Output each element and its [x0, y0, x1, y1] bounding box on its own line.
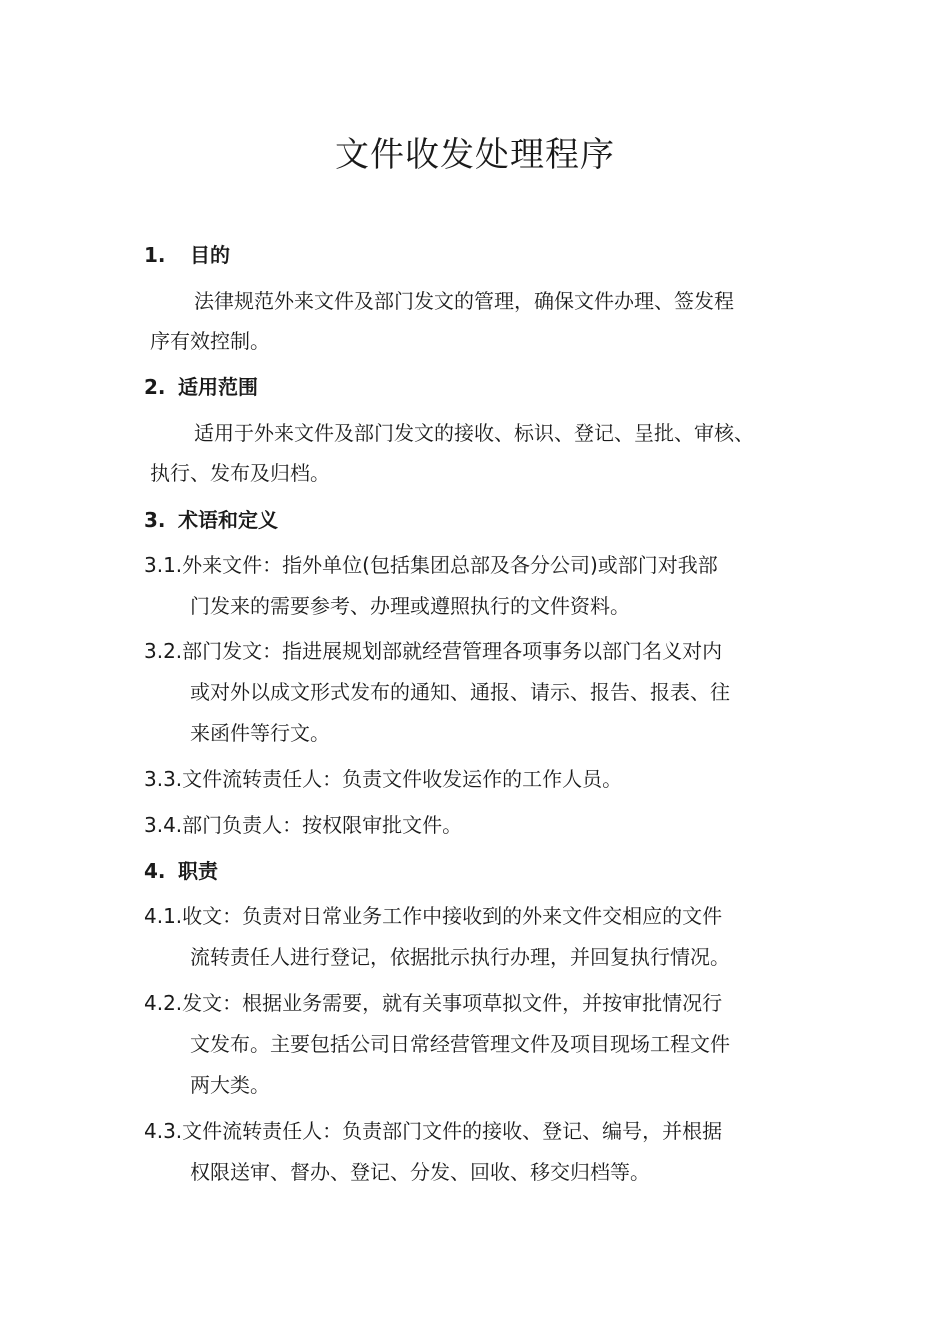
item-number: 3.2. [144, 639, 183, 663]
list-item-continuation: 流转责任人进行登记，依据批示执行办理，并回复执行情况。 [190, 945, 730, 969]
list-item [144, 810, 462, 840]
section-heading [144, 505, 278, 535]
list-item [144, 1116, 722, 1146]
paragraph-line: 适用于外来文件及部门发文的接收、标识、登记、呈批、审核、 [194, 421, 754, 445]
item-text: 文件流转责任人：负责文件收发运作的工作人员。 [182, 767, 623, 791]
list-item-continuation: 两大类。 [190, 1073, 270, 1097]
item-number: 3.3. [144, 767, 183, 791]
item-number: 4.2. [144, 991, 183, 1015]
section-heading [144, 372, 258, 402]
paragraph-line: 执行、发布及归档。 [150, 461, 330, 485]
item-text: 文件流转责任人：负责部门文件的接收、登记、编号，并根据 [182, 1119, 723, 1143]
paragraph-line: 序有效控制。 [150, 329, 270, 353]
item-text: 外来文件：指外单位(包括集团总部及各分公司)或部门对我部 [182, 553, 718, 577]
list-item [144, 764, 622, 794]
list-item-continuation: 或对外以成文形式发布的通知、通报、请示、报告、报表、往 [190, 680, 730, 704]
list-item-continuation: 权限送审、督办、登记、分发、回收、移交归档等。 [190, 1160, 650, 1184]
list-item [144, 901, 722, 931]
list-item [144, 550, 718, 580]
list-item [144, 988, 722, 1018]
item-text: 部门负责人：按权限审批文件。 [182, 813, 463, 837]
paragraph-line: 法律规范外来文件及部门发文的管理，确保文件办理、签发程 [194, 289, 734, 313]
section-title: 职责 [178, 859, 218, 883]
section-heading [144, 856, 218, 886]
section-title: 目的 [190, 243, 230, 267]
item-text: 发文：根据业务需要，就有关事项草拟文件，并按审批情况行 [182, 991, 723, 1015]
list-item-continuation: 文发布。主要包括公司日常经营管理文件及项目现场工程文件 [190, 1032, 730, 1056]
section-number: 2. [144, 375, 166, 399]
section-title: 术语和定义 [178, 508, 278, 532]
section-number: 4. [144, 859, 166, 883]
item-text: 收文：负责对日常业务工作中接收到的外来文件交相应的文件 [182, 904, 723, 928]
item-text: 部门发文：指进展规划部就经营管理各项事务以部门名义对内 [182, 639, 723, 663]
document-title: 文件收发处理程序 [335, 135, 615, 175]
list-item-continuation: 来函件等行文。 [190, 721, 330, 745]
item-number: 3.1. [144, 553, 183, 577]
section-title: 适用范围 [178, 375, 258, 399]
section-heading [144, 240, 230, 270]
list-item [144, 636, 722, 666]
section-number: 1. [144, 243, 166, 267]
item-number: 4.3. [144, 1119, 183, 1143]
section-number: 3. [144, 508, 166, 532]
item-number: 4.1. [144, 904, 183, 928]
item-number: 3.4. [144, 813, 183, 837]
list-item-continuation: 门发来的需要参考、办理或遵照执行的文件资料。 [190, 594, 630, 618]
